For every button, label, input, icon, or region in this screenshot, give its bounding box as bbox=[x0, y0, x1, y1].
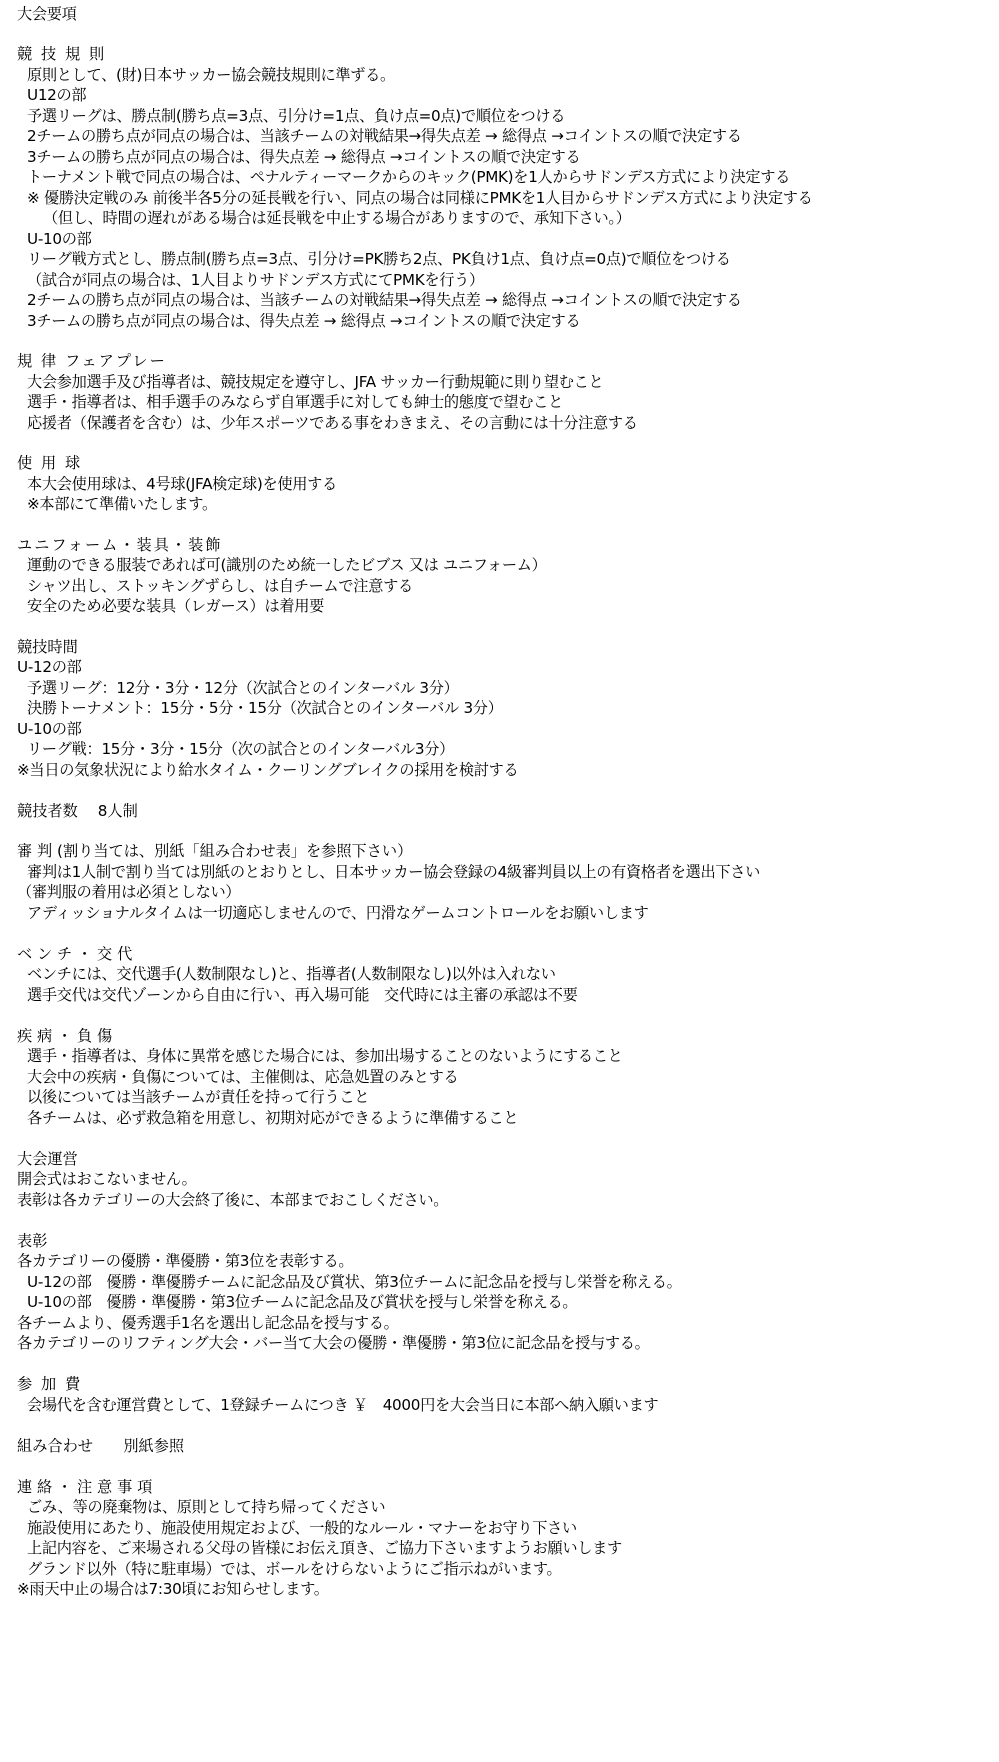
section-line: U-12の部 優勝・準優勝チームに記念品及び賞状、第3位チームに記念品を授与し栄誉を称える。 bbox=[27, 1273, 682, 1291]
section-line: 運動のできる服装であれば可(識別のため統一したビブス 又は ユニフォーム） bbox=[27, 556, 547, 574]
section-line: 3チームの勝ち点が同点の場合は、得失点差 → 総得点 →コイントスの順で決定する bbox=[27, 148, 581, 166]
section-line: 開会式はおこないません。 bbox=[17, 1170, 197, 1188]
section-line: ※当日の気象状況により給水タイム・クーリングブレイクの採用を検討する bbox=[17, 761, 519, 779]
section-heading-players: 競技者数 8人制 bbox=[17, 802, 138, 820]
section-line: 決勝トーナメント：15分・5分・15分（次試合とのインターバル 3分） bbox=[27, 699, 503, 717]
section-line: トーナメント戦で同点の場合は、ペナルティーマークからのキック(PMK)を1人からサドンデス方式により決定する bbox=[27, 168, 791, 186]
section-line: 予選リーグ：12分・3分・12分（次試合とのインターバル 3分） bbox=[27, 679, 459, 697]
section-line: （審判服の着用は必須としない） bbox=[17, 883, 241, 901]
section-line: 選手・指導者は、相手選手のみならず自軍選手に対しても紳士的態度で望むこと bbox=[27, 393, 563, 411]
section-line: 大会参加選手及び指導者は、競技規定を遵守し、JFA サッカー行動規範に則り望むこと bbox=[27, 373, 604, 391]
section-line: 予選リーグは、勝点制(勝ち点=3点、引分け=1点、負け点=0点)で順位をつける bbox=[27, 107, 566, 125]
section-line: 会場代を含む運営費として、1登録チームにつき ￥ 4000円を大会当日に本部へ納入願います bbox=[27, 1396, 659, 1414]
section-heading-referee: 審 判 (割り当ては、別紙「組み合わせ表」を参照下さい） bbox=[17, 842, 413, 860]
section-line: ※雨天中止の場合は7:30頃にお知らせします。 bbox=[17, 1580, 329, 1598]
section-line: （但し、時間の遅れがある場合は延長戦を中止する場合がありますので、承知下さい。） bbox=[43, 209, 631, 227]
section-line: 上記内容を、ご来場される父母の皆様にお伝え頂き、ご協力下さいますようお願いします bbox=[27, 1539, 622, 1557]
section-line: リーグ戦方式とし、勝点制(勝ち点=3点、引分け=PK勝ち2点、PK負け1点、負け点=0点)で順位をつける bbox=[27, 250, 731, 268]
section-line: 応援者（保護者を含む）は、少年スポーツである事をわきまえ、その言動には十分注意する bbox=[27, 414, 638, 432]
section-line: 本大会使用球は、4号球(JFA検定球)を使用する bbox=[27, 475, 337, 493]
section-line: 選手・指導者は、身体に異常を感じた場合には、参加出場することのないようにすること bbox=[27, 1047, 623, 1065]
section-heading-notices: 連 絡 ・ 注 意 事 項 bbox=[17, 1478, 153, 1496]
section-line: 表彰は各カテゴリーの大会終了後に、本部までおこしください。 bbox=[17, 1191, 449, 1209]
section-heading-bracket: 組み合わせ 別紙参照 bbox=[17, 1437, 185, 1455]
section-line: （試合が同点の場合は、1人目よりサドンデス方式にてPMKを行う） bbox=[27, 271, 484, 289]
section-line: リーグ戦：15分・3分・15分（次の試合とのインターバル3分） bbox=[27, 740, 454, 758]
section-heading-match-time: 競技時間 bbox=[17, 638, 78, 656]
section-heading-uniform: ユニフォーム・装具・装飾 bbox=[17, 536, 223, 554]
section-line: 安全のため必要な装具（レガース）は着用要 bbox=[27, 597, 324, 615]
section-line: 大会中の疾病・負傷については、主催側は、応急処置のみとする bbox=[27, 1068, 459, 1086]
section-line: 2チームの勝ち点が同点の場合は、当該チームの対戦結果→得失点差 → 総得点 →コイントスの順で決定する bbox=[27, 291, 742, 309]
section-heading-awards: 表彰 bbox=[17, 1232, 48, 1250]
section-line: 3チームの勝ち点が同点の場合は、得失点差 → 総得点 →コイントスの順で決定する bbox=[27, 312, 581, 330]
section-line: ※ 優勝決定戦のみ 前後半各5分の延長戦を行い、同点の場合は同様にPMKを1人目からサドンデス方式により決定する bbox=[27, 189, 813, 207]
section-line: U12の部 bbox=[27, 86, 87, 104]
section-line: 各チームは、必ず救急箱を用意し、初期対応ができるように準備すること bbox=[27, 1109, 519, 1127]
section-line: 審判は1人制で割り当ては別紙のとおりとし、日本サッカー協会登録の4級審判員以上の有資格者を選出下さい bbox=[27, 863, 761, 881]
section-line: ごみ、等の廃棄物は、原則として持ち帰ってください bbox=[27, 1498, 386, 1516]
section-line: ※本部にて準備いたします。 bbox=[27, 495, 217, 513]
section-line: U-10の部 優勝・準優勝・第3位チームに記念品及び賞状を授与し栄誉を称える。 bbox=[27, 1293, 578, 1311]
section-heading-fee: 参 加 費 bbox=[17, 1375, 83, 1393]
section-heading-operation: 大会運営 bbox=[17, 1150, 78, 1168]
section-line: ベンチには、交代選手(人数制限なし)と、指導者(人数制限なし)以外は入れない bbox=[27, 965, 556, 983]
section-line: 施設使用にあたり、施設使用規定および、一般的なルール・マナーをお守り下さい bbox=[27, 1519, 577, 1537]
section-heading-fairplay: 規 律 フェアプレー bbox=[17, 352, 167, 370]
section-line: シャツ出し、ストッキングずらし、は自チームで注意する bbox=[27, 577, 413, 595]
section-line: グランド以外（特に駐車場）では、ボールをけらないようにご指示ねがいます。 bbox=[27, 1560, 562, 1578]
section-heading-bench: ベ ン チ ・ 交 代 bbox=[17, 945, 133, 963]
section-line: U-10の部 bbox=[17, 720, 82, 738]
section-line: U-10の部 bbox=[27, 230, 92, 248]
section-heading-injury: 疾 病 ・ 負 傷 bbox=[17, 1027, 113, 1045]
section-line: 原則として、(財)日本サッカー協会競技規則に準ずる。 bbox=[27, 66, 395, 84]
section-line: U-12の部 bbox=[17, 658, 82, 676]
section-line: 2チームの勝ち点が同点の場合は、当該チームの対戦結果→得失点差 → 総得点 →コイントスの順で決定する bbox=[27, 127, 742, 145]
section-line: 選手交代は交代ゾーンから自由に行い、再入場可能 交代時には主審の承認は不要 bbox=[27, 986, 578, 1004]
section-line: アディッショナルタイムは一切適応しませんので、円滑なゲームコントロールをお願いします bbox=[27, 904, 649, 922]
section-line: 各カテゴリーのリフティング大会・バー当て大会の優勝・準優勝・第3位に記念品を授与する。 bbox=[17, 1334, 650, 1352]
document-title: 大会要項 bbox=[17, 5, 77, 23]
section-line: 各カテゴリーの優勝・準優勝・第3位を表彰する。 bbox=[17, 1252, 354, 1270]
section-line: 各チームより、優秀選手1名を選出し記念品を授与する。 bbox=[17, 1314, 399, 1332]
section-heading-rules: 競 技 規 則 bbox=[17, 45, 107, 63]
section-line: 以後については当該チームが責任を持って行うこと bbox=[27, 1088, 370, 1106]
section-heading-ball: 使 用 球 bbox=[17, 454, 83, 472]
